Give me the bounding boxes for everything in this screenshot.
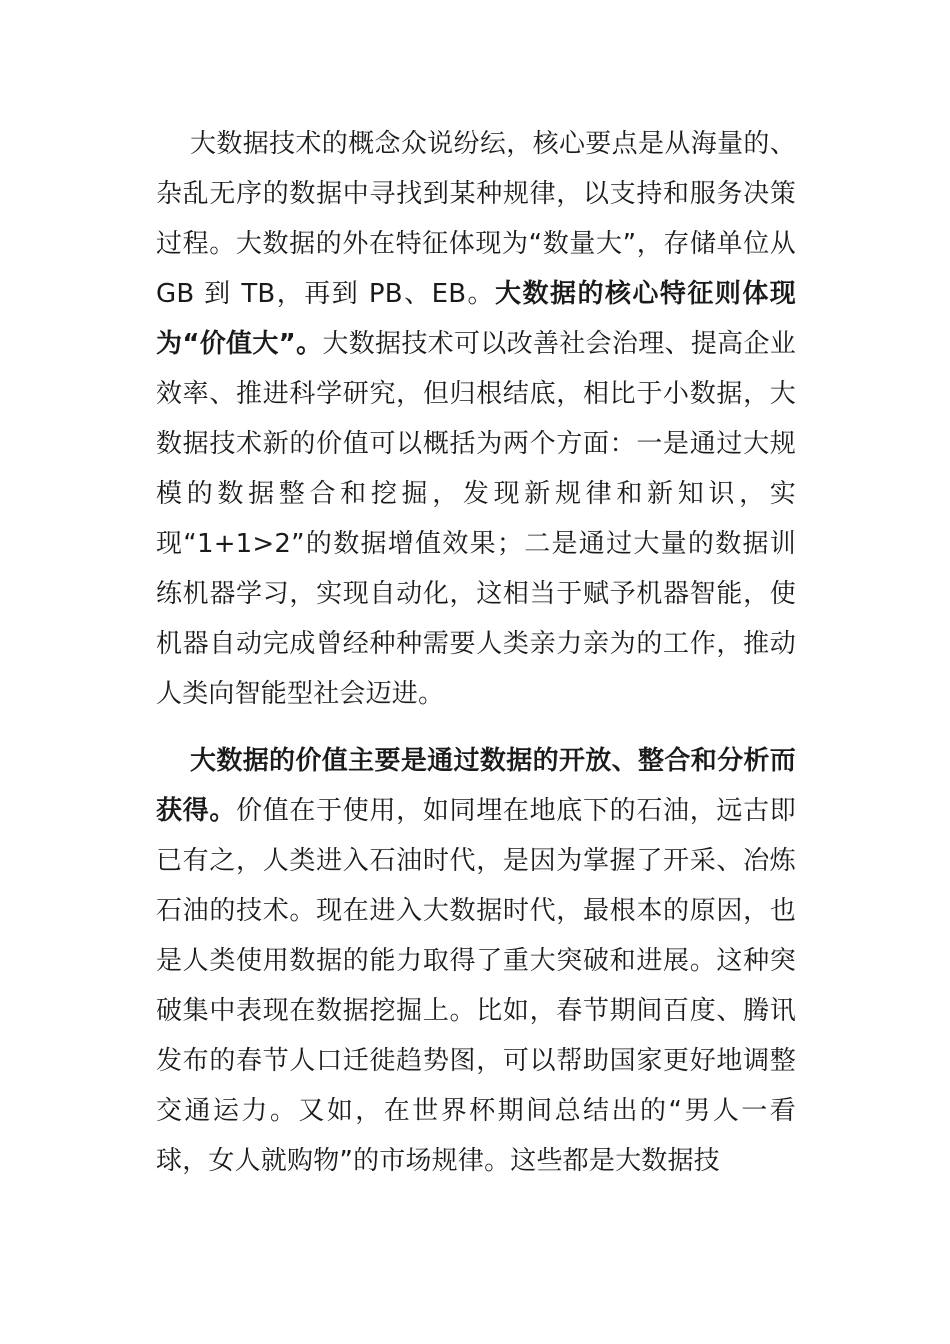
- paragraph-2-text-1: 价值在于使用，如同埋在地底下的石油，远古即已有之，人类进入石油时代，是因为掌握了开采、冶炼石油的技术。现在进入大数据时代，最根本的原因，也是人类使用数据的能力取得了重大突破和进展。这种突破集中表现在数据挖掘上。比如，春节期间百度、腾讯发布的春节人口迁徙趋势图，可以帮助国家更好地调整交通运力。又如，在世界杯期间总结出的“男人一看球，女人就购物”的市场规律。这些都是大数据技: [156, 796, 796, 1176]
- paragraph-2: [156, 736, 796, 1186]
- paragraph-1-text-2: 大数据技术可以改善社会治理、提高企业效率、推进科学研究，但归根结底，相比于小数据，大数据技术新的价值可以概括为两个方面：一是通过大规模的数据整合和挖掘，发现新规律和新知识，实现“1+1>2”的数据增值效果；二是通过大量的数据训练机器学习，实现自动化，这相当于赋予机器智能，使机器自动完成曾经种种需要人类亲力亲为的工作，推动人类向智能型社会迈进。: [156, 329, 796, 709]
- paragraph-2-bold-text: 大数据的价值主要是通过数据的开放、整合和分析而获得。: [156, 746, 796, 826]
- paragraph-1-text-1: 大数据技术的概念众说纷纭，核心要点是从海量的、杂乱无序的数据中寻找到某种规律，以支持和服务决策过程。大数据的外在特征体现为“数量大”，存储单位从 GB 到 TB，再到 PB、EB。: [156, 129, 796, 309]
- paragraph-1-bold-text: 大数据的核心特征则体现为“价值大”。: [156, 279, 796, 359]
- paragraph-1: [156, 119, 796, 719]
